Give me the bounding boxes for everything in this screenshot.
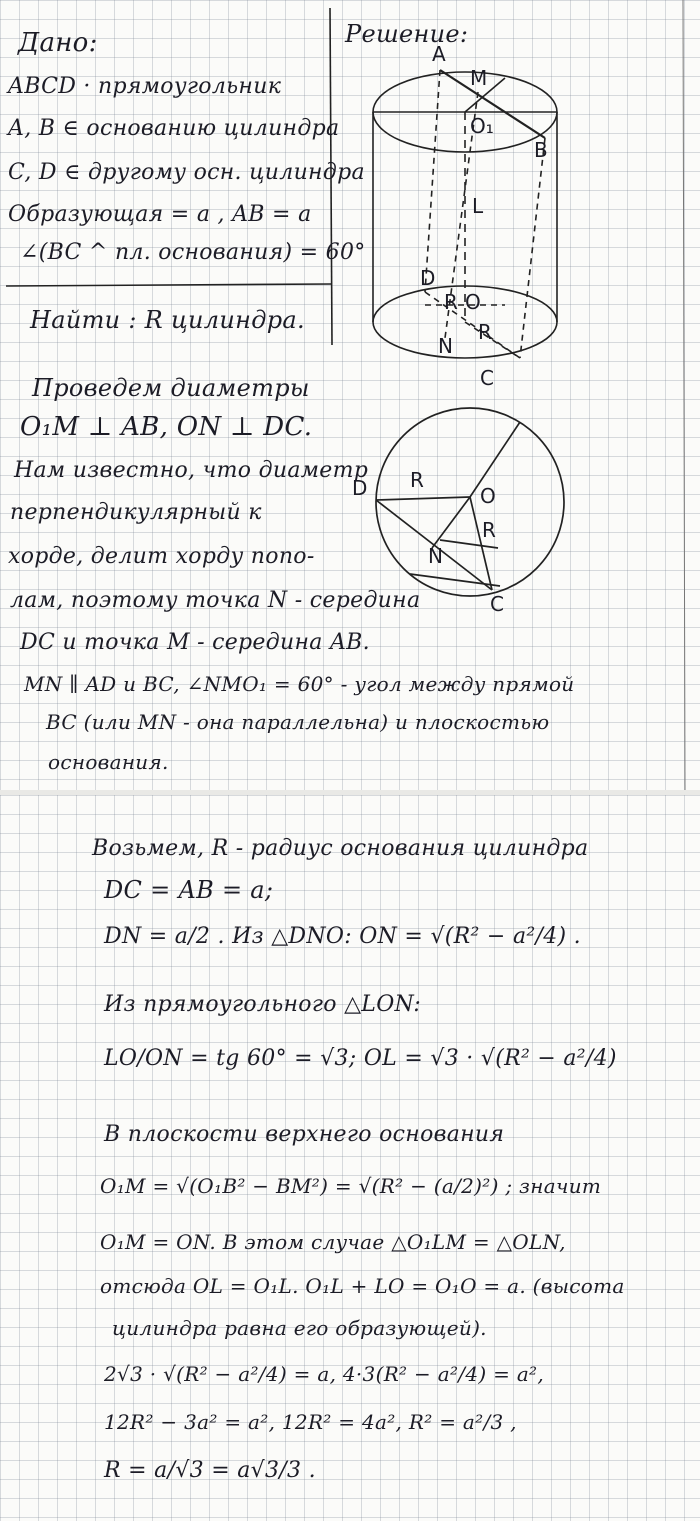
label-R-a: R (444, 290, 458, 314)
given-line-2: A, B ∈ основанию цилиндра (8, 116, 340, 141)
circle-label-O: O (480, 484, 496, 508)
page2-line-5: LO/ON = tg 60° = √3; OL = √3 · √(R² − a²/4) (104, 1046, 617, 1071)
reasoning-line-6: лам, поэтому точка N - середина (10, 588, 421, 613)
label-D: D (420, 266, 436, 290)
label-M: M (470, 66, 488, 90)
reasoning-line-7: DC и точка M - середина AB. (20, 630, 370, 655)
label-A: A (432, 42, 446, 66)
label-O1: O₁ (470, 114, 494, 138)
circle-label-N: N (428, 544, 443, 568)
reasoning-line-2: O₁M ⊥ AB, ON ⊥ DC. (20, 412, 313, 442)
solution-title: Решение: (345, 20, 469, 48)
reasoning-line-4: перпендикулярный к (10, 500, 262, 525)
page2-line-9: отсюда OL = O₁L. O₁L + LO = O₁O = a. (высота (100, 1274, 625, 1298)
reasoning-line-1: Проведем диаметры (32, 374, 310, 402)
page2-line-10: цилиндра равна его образующей). (112, 1316, 487, 1340)
page2-line-11: 2√3 · √(R² − a²/4) = a, 4·3(R² − a²/4) = a², (104, 1362, 545, 1386)
page2-line-1: Возьмем, R - радиус основания цилиндра (92, 836, 589, 861)
reasoning-line-5: хорде, делит хорду попо- (8, 544, 315, 569)
reasoning-line-9: BC (или MN - она параллельна) и плоскостью (46, 710, 550, 734)
circle-label-R1: R (410, 468, 424, 492)
reasoning-line-10: основания. (48, 750, 169, 774)
circle-label-R2: R (482, 518, 496, 542)
page2-line-13: R = a/√3 = a√3/3 . (104, 1458, 316, 1483)
reasoning-line-8: MN ∥ AD и BC, ∠NMO₁ = 60° - угол между прямой (24, 672, 575, 696)
page2-line-8: O₁M = ON. В этом случае △O₁LM = △OLN, (100, 1230, 566, 1254)
label-N: N (438, 334, 453, 358)
label-L: L (472, 194, 484, 218)
given-line-4: Образующая = a , AB = a (8, 202, 312, 227)
page2-line-3: DN = a/2 . Из △DNO: ON = √(R² − a²/4) . (104, 924, 581, 949)
given-line-1: ABCD · прямоугольник (8, 74, 282, 99)
given-line-5: ∠(BC ^ пл. основания) = 60° (20, 240, 366, 265)
label-R-b: R (478, 320, 492, 344)
find-line: Найти : R цилиндра. (30, 306, 305, 334)
label-B: B (534, 138, 548, 162)
page2-line-7: O₁M = √(O₁B² − BM²) = √(R² − (a/2)²) ; значит (100, 1174, 602, 1198)
page2-line-4: Из прямоугольного △LON: (104, 992, 422, 1017)
given-line-3: C, D ∈ другому осн. цилиндра (8, 160, 365, 185)
label-C: C (480, 366, 494, 390)
circle-label-C: C (490, 592, 504, 616)
given-title: Дано: (18, 28, 98, 58)
page2-line-6: В плоскости верхнего основания (104, 1122, 505, 1147)
reasoning-line-3: Нам известно, что диаметр (14, 458, 369, 483)
page2-line-12: 12R² − 3a² = a², 12R² = 4a², R² = a²/3 , (104, 1410, 517, 1434)
circle-label-D: D (352, 476, 368, 500)
label-O: O (465, 290, 481, 314)
page2-line-2: DC = AB = a; (104, 876, 274, 904)
